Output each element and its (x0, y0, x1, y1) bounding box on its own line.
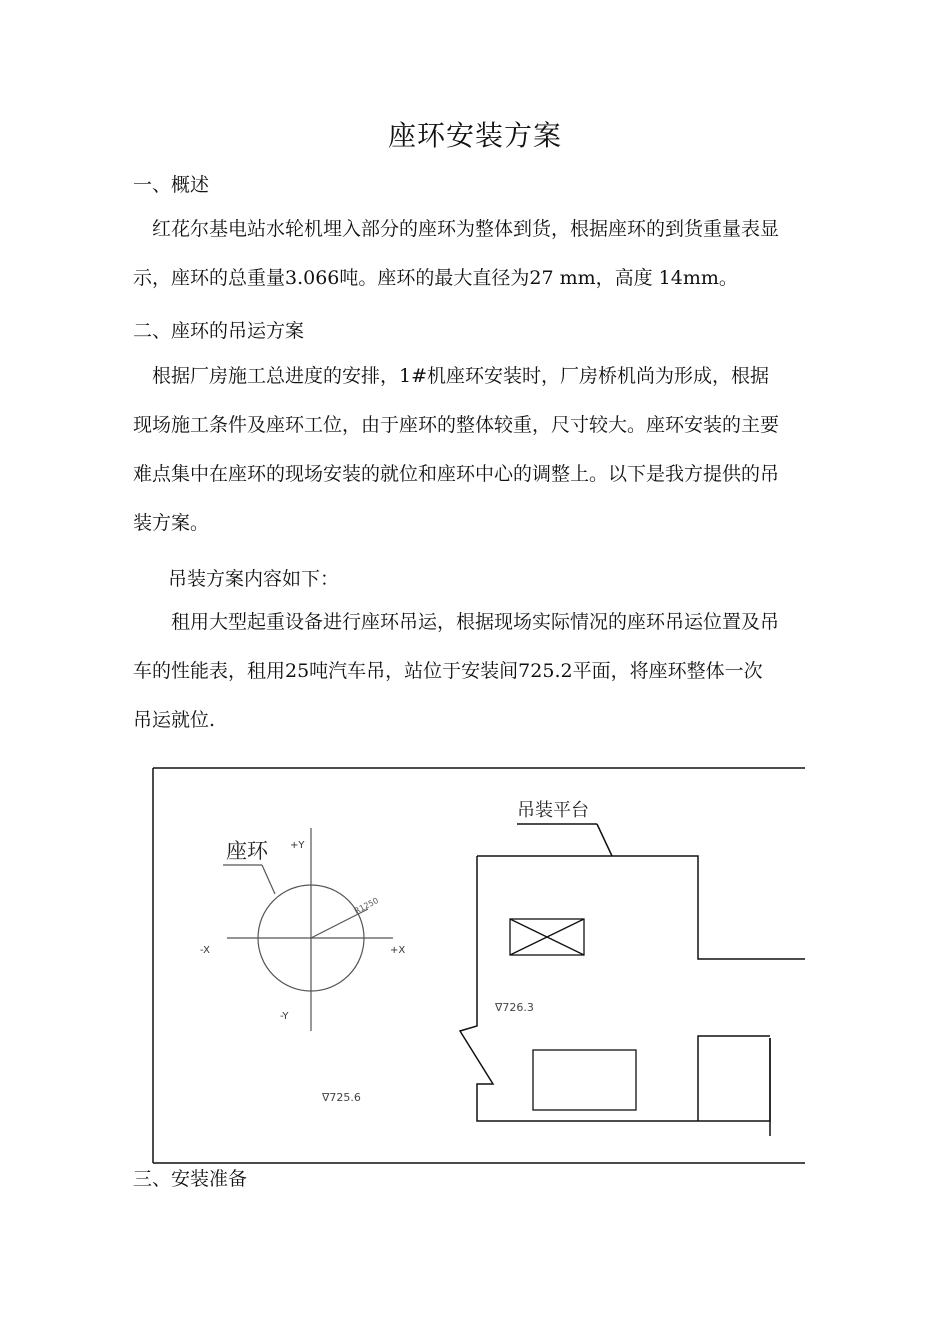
platform-label: 吊装平台 (517, 800, 589, 821)
equipment-box-crossed (510, 919, 584, 955)
paragraph-line: 根据厂房施工总进度的安排，1#机座环安装时，厂房桥机尚为形成，根据 (152, 365, 770, 387)
equipment-box (533, 1050, 636, 1110)
elevation-upper: ∇726.3 (495, 1001, 534, 1014)
section-2-paragraph (133, 352, 823, 548)
paragraph-line: 装方案。 (133, 512, 210, 534)
elevation-lower: ∇725.6 (322, 1091, 361, 1104)
leader-line (262, 865, 275, 894)
axis-negative-x-label: -X (200, 945, 210, 956)
axis-negative-y-label: -Y (280, 1011, 289, 1022)
page-title: 座环安装方案 (387, 119, 562, 152)
section-1-heading: 一、概述 (133, 174, 210, 196)
lifting-layout-diagram (150, 766, 810, 1166)
platform-leader-line (597, 824, 612, 856)
paragraph-line: 车的性能表，租用25吨汽车吊，站位于安装间725.2平面，将座环整体一次 (133, 660, 763, 682)
axis-positive-x-label: +X (390, 945, 406, 956)
lifting-platform-outline (460, 824, 805, 1136)
paragraph-line: 难点集中在座环的现场安装的就位和座环中心的调整上。以下是我方提供的吊 (133, 463, 780, 485)
paragraph-line: 租用大型起重设备进行座环吊运，根据现场实际情况的座环吊运位置及吊 (171, 611, 780, 633)
paragraph-line: 示，座环的总重量3.066吨。座环的最大直径为27 mm，高度 14mm。 (133, 267, 738, 289)
section-3-heading: 三、安装准备 (133, 1168, 248, 1190)
section-2-heading: 二、座环的吊运方案 (133, 320, 305, 342)
axis-positive-y-label: +Y (290, 840, 305, 851)
section-2-subheading: 吊装方案内容如下： (168, 568, 340, 590)
section-2-paragraph-2 (133, 598, 823, 745)
paragraph-line: 吊运就位. (133, 709, 216, 731)
diagram-frame (153, 768, 805, 1163)
paragraph-line: 现场施工条件及座环工位，由于座环的整体较重，尺寸较大。座环安装的主要 (133, 414, 780, 436)
seat-ring-label: 座环 (226, 839, 268, 863)
paragraph-line: 红花尔基电站水轮机埋入部分的座环为整体到货，根据座环的到货重量表显 (152, 218, 780, 240)
section-1-paragraph (133, 205, 823, 303)
radius-label: R1250 (352, 895, 381, 916)
